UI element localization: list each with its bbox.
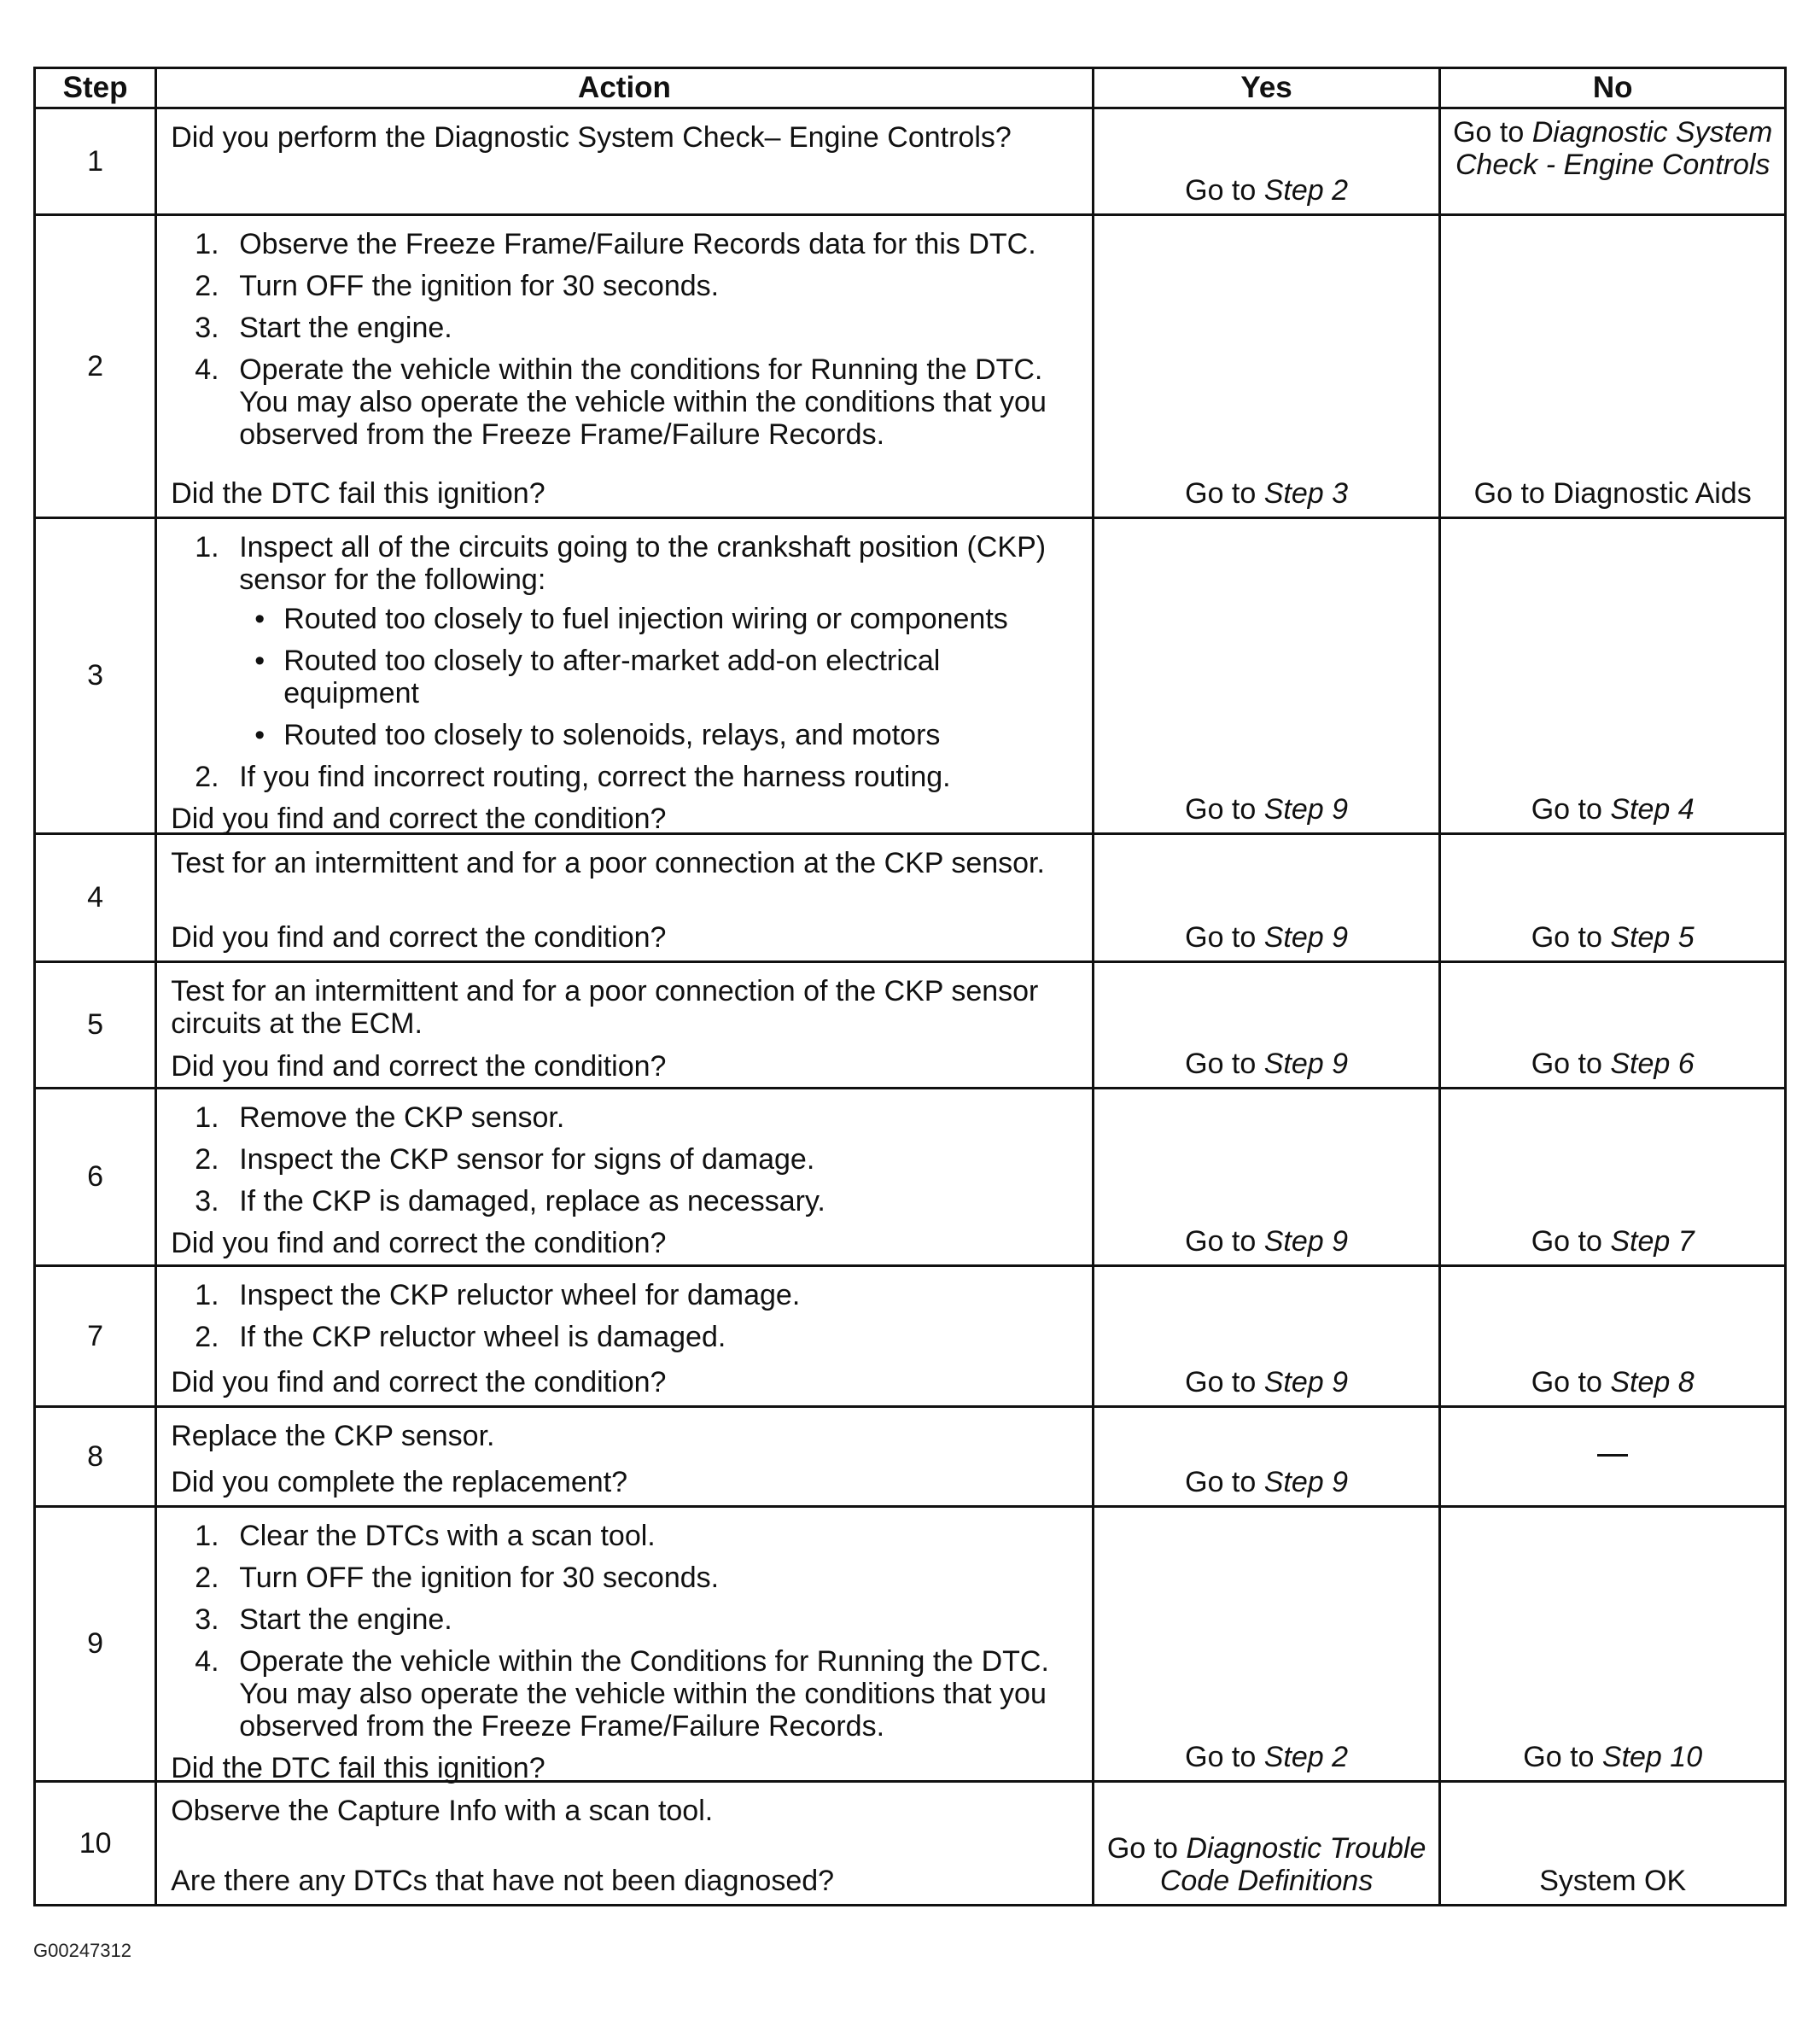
action-question: Did you find and correct the condition?: [171, 1227, 667, 1259]
diagnostic-table: [33, 67, 1787, 1906]
yes-result: [1093, 108, 1440, 215]
action-cell: [156, 518, 1094, 834]
action-step: [171, 531, 1078, 751]
no-step-reference: Step 10: [1601, 1741, 1703, 1773]
action-content: [157, 216, 1092, 517]
yes-step-reference: Step 9: [1263, 1225, 1349, 1258]
no-result: [1440, 1089, 1786, 1266]
header-row: [35, 68, 1786, 108]
action-step: [171, 1321, 1078, 1353]
yes-step-reference: Step 9: [1263, 921, 1349, 954]
no-result: [1440, 1266, 1786, 1407]
table-row: [35, 962, 1786, 1089]
action-step-text: If the CKP reluctor wheel is damaged.: [239, 1321, 726, 1353]
action-steps-list: [171, 228, 1078, 451]
action-step-text: Start the engine.: [239, 312, 452, 344]
no-result-text: Go to Diagnostic Aids: [1473, 477, 1752, 510]
no-result-text: Go to: [1531, 793, 1611, 826]
header-no: No: [1440, 68, 1786, 108]
no-step-reference: Step 4: [1610, 793, 1695, 826]
no-step-reference: Step 8: [1610, 1366, 1695, 1398]
action-question: Did you find and correct the condition?: [171, 921, 667, 954]
action-question: Did you complete the replacement?: [171, 1466, 628, 1498]
yes-step-reference: Step 3: [1263, 477, 1349, 510]
table-row: [35, 1782, 1786, 1906]
not-applicable-dash: [1597, 1454, 1628, 1457]
action-body: [171, 1520, 1078, 1752]
action-cell: [156, 834, 1094, 962]
step-number: 7: [35, 1266, 156, 1407]
action-body: [171, 121, 1078, 164]
bullet-list: [239, 603, 1078, 751]
step-number: 2: [35, 215, 156, 518]
action-step: [171, 228, 1078, 260]
header-yes: Yes: [1093, 68, 1440, 108]
action-text: Replace the CKP sensor.: [171, 1420, 495, 1452]
no-result: [1440, 1507, 1786, 1782]
document-id: G00247312: [33, 1940, 131, 1961]
action-step-number: 2.: [195, 270, 219, 302]
action-steps-list: [171, 1279, 1078, 1353]
action-body: [171, 531, 1078, 803]
action-step: [171, 1185, 1078, 1217]
action-step-number: 1.: [195, 1101, 219, 1134]
action-cell: [156, 962, 1094, 1089]
yes-step-reference: Step 9: [1263, 1048, 1349, 1080]
action-text: Observe the Capture Info with a scan tool.: [171, 1795, 714, 1827]
step-number: 4: [35, 834, 156, 962]
action-step-number: 3.: [195, 1185, 219, 1217]
no-step-reference: Diagnostic System Check - Engine Controls: [1455, 116, 1773, 181]
action-step-text: Turn OFF the ignition for 30 seconds.: [239, 270, 720, 302]
action-step-text: Start the engine.: [239, 1603, 452, 1636]
action-body: [171, 975, 1078, 1050]
action-content: [157, 1508, 1092, 1784]
yes-step-reference: Diagnostic Trouble Code Definitions: [1159, 1832, 1426, 1897]
table-row: [35, 215, 1786, 518]
action-step-number: 2.: [195, 1143, 219, 1176]
action-content: [157, 1783, 1092, 1904]
table-row: [35, 834, 1786, 962]
bullet-item: • Routed too closely to solenoids, relays, and motors: [239, 719, 1078, 751]
action-step-text: If you find incorrect routing, correct the harness routing.: [239, 761, 951, 793]
no-result: [1440, 215, 1786, 518]
no-result: [1440, 1407, 1786, 1507]
action-question: Are there any DTCs that have not been diagnosed?: [171, 1865, 835, 1897]
yes-result-text: Go to: [1185, 921, 1264, 954]
action-body: [171, 1795, 1078, 1837]
step-number: 5: [35, 962, 156, 1089]
yes-result-text: Go to: [1185, 1466, 1264, 1498]
action-cell: [156, 1782, 1094, 1906]
action-step-number: 4.: [195, 1645, 219, 1678]
step-number: 3: [35, 518, 156, 834]
yes-result-text: Go to: [1106, 1832, 1187, 1865]
yes-result: [1093, 215, 1440, 518]
diagnostic-table-container: [33, 67, 1787, 1906]
action-body: [171, 228, 1078, 460]
action-text: Test for an intermittent and for a poor connection of the CKP sensor circuits at the ECM.: [171, 975, 1039, 1040]
yes-result: [1093, 834, 1440, 962]
action-cell: [156, 215, 1094, 518]
action-step: [171, 312, 1078, 344]
yes-result-text: Go to: [1185, 477, 1264, 510]
no-result: [1440, 962, 1786, 1089]
yes-result: [1093, 1266, 1440, 1407]
action-step-number: 3.: [195, 1603, 219, 1636]
action-question: Did you find and correct the condition?: [171, 1366, 667, 1398]
action-steps-list: [171, 531, 1078, 793]
action-cell: [156, 1507, 1094, 1782]
action-body: [171, 1279, 1078, 1363]
action-step-number: 2.: [195, 1321, 219, 1353]
yes-result: [1093, 518, 1440, 834]
no-result: [1440, 518, 1786, 834]
action-content: [157, 963, 1092, 1087]
yes-step-reference: Step 9: [1263, 1466, 1349, 1498]
no-result: [1440, 834, 1786, 962]
action-cell: [156, 1407, 1094, 1507]
action-text: Did you perform the Diagnostic System Check– Engine Controls?: [171, 121, 1012, 154]
header-action: Action: [156, 68, 1094, 108]
action-step: [171, 1101, 1078, 1134]
action-content: [157, 519, 1092, 835]
table-row: [35, 1507, 1786, 1782]
no-step-reference: Step 7: [1610, 1225, 1695, 1258]
table-row: [35, 518, 1786, 834]
no-result-text: Go to: [1453, 116, 1532, 149]
table-body: [35, 108, 1786, 1906]
action-content: [157, 835, 1092, 960]
action-step-number: 1.: [195, 1520, 219, 1552]
action-step-number: 3.: [195, 312, 219, 344]
no-result: [1440, 1782, 1786, 1906]
action-question: Did you find and correct the condition?: [171, 1050, 667, 1083]
action-question: Did you find and correct the condition?: [171, 803, 667, 835]
action-body: [171, 847, 1078, 890]
action-cell: [156, 1089, 1094, 1266]
action-step-text: Operate the vehicle within the conditions for Running the DTC. You may also operate the vehicle within the conditions that you observed from the Freeze Frame/Failure Records.: [239, 353, 1047, 451]
step-number: 10: [35, 1782, 156, 1906]
no-result-text: Go to: [1531, 921, 1611, 954]
action-step-number: 1.: [195, 1279, 219, 1311]
yes-step-reference: Step 9: [1263, 1366, 1349, 1398]
action-steps-list: [171, 1520, 1078, 1743]
action-step-text: Operate the vehicle within the Conditions for Running the DTC. You may also operate the vehicle within the conditions that you observed from the Freeze Frame/Failure Records.: [239, 1645, 1049, 1743]
action-cell: [156, 1266, 1094, 1407]
yes-result-text: Go to: [1185, 1048, 1264, 1080]
action-content: [157, 1267, 1092, 1405]
action-step: [171, 1279, 1078, 1311]
action-step: [171, 1562, 1078, 1594]
no-result-text: Go to: [1523, 1741, 1602, 1773]
header-step: Step: [35, 68, 156, 108]
action-cell: [156, 108, 1094, 215]
no-result: [1440, 108, 1786, 215]
action-question: Did the DTC fail this ignition?: [171, 1752, 545, 1784]
action-step: [171, 353, 1078, 451]
yes-result-text: Go to: [1185, 174, 1264, 207]
table-row: [35, 108, 1786, 215]
action-step-text: Inspect the CKP reluctor wheel for damage.: [239, 1279, 801, 1311]
yes-result-text: Go to: [1185, 1366, 1264, 1398]
yes-result: [1093, 1782, 1440, 1906]
yes-step-reference: Step 9: [1263, 793, 1349, 826]
action-content: [157, 1408, 1092, 1505]
no-result-text: Go to: [1531, 1225, 1611, 1258]
action-step: [171, 761, 1078, 793]
action-step-number: 2.: [195, 761, 219, 793]
no-result-text: Go to: [1531, 1366, 1611, 1398]
action-steps-list: [171, 1101, 1078, 1217]
action-content: [157, 109, 1092, 213]
bullet-item: • Routed too closely to after-market add-on electrical equipment: [239, 645, 1078, 709]
step-number: 6: [35, 1089, 156, 1266]
step-number: 9: [35, 1507, 156, 1782]
yes-result: [1093, 962, 1440, 1089]
yes-result: [1093, 1507, 1440, 1782]
action-content: [157, 1089, 1092, 1264]
action-step: [171, 1645, 1078, 1743]
no-result-text: Go to: [1531, 1048, 1611, 1080]
action-question: Did the DTC fail this ignition?: [171, 477, 545, 510]
action-body: [171, 1420, 1078, 1463]
action-body: [171, 1101, 1078, 1227]
no-step-reference: Step 6: [1610, 1048, 1695, 1080]
action-step-number: 1.: [195, 531, 219, 563]
table-row: [35, 1266, 1786, 1407]
action-step-text: Inspect the CKP sensor for signs of damage.: [239, 1143, 815, 1176]
yes-step-reference: Step 2: [1263, 1741, 1349, 1773]
action-step-number: 2.: [195, 1562, 219, 1594]
yes-result-text: Go to: [1185, 1225, 1264, 1258]
table-row: [35, 1089, 1786, 1266]
action-step-text: Turn OFF the ignition for 30 seconds.: [239, 1562, 720, 1594]
step-number: 8: [35, 1407, 156, 1507]
yes-result-text: Go to: [1185, 1741, 1264, 1773]
action-step-text: Observe the Freeze Frame/Failure Records data for this DTC.: [239, 228, 1036, 260]
action-step-text: Clear the DTCs with a scan tool.: [239, 1520, 656, 1552]
action-step: [171, 1143, 1078, 1176]
action-step-text: Remove the CKP sensor.: [239, 1101, 565, 1134]
bullet-item: • Routed too closely to fuel injection wiring or components: [239, 603, 1078, 635]
yes-result-text: Go to: [1185, 793, 1264, 826]
step-number: 1: [35, 108, 156, 215]
yes-result: [1093, 1089, 1440, 1266]
no-step-reference: Step 5: [1610, 921, 1695, 954]
action-step-text: Inspect all of the circuits going to the crankshaft position (CKP) sensor for the following:: [239, 531, 1047, 596]
yes-step-reference: Step 2: [1263, 174, 1349, 207]
action-step-text: If the CKP is damaged, replace as necessary.: [239, 1185, 825, 1217]
no-result-text: System OK: [1539, 1865, 1687, 1897]
action-step-number: 1.: [195, 228, 219, 260]
action-step-number: 4.: [195, 353, 219, 386]
action-text: Test for an intermittent and for a poor connection at the CKP sensor.: [171, 847, 1045, 879]
yes-result: [1093, 1407, 1440, 1507]
table-row: [35, 1407, 1786, 1507]
action-step: [171, 1520, 1078, 1552]
action-step: [171, 1603, 1078, 1636]
action-step: [171, 270, 1078, 302]
